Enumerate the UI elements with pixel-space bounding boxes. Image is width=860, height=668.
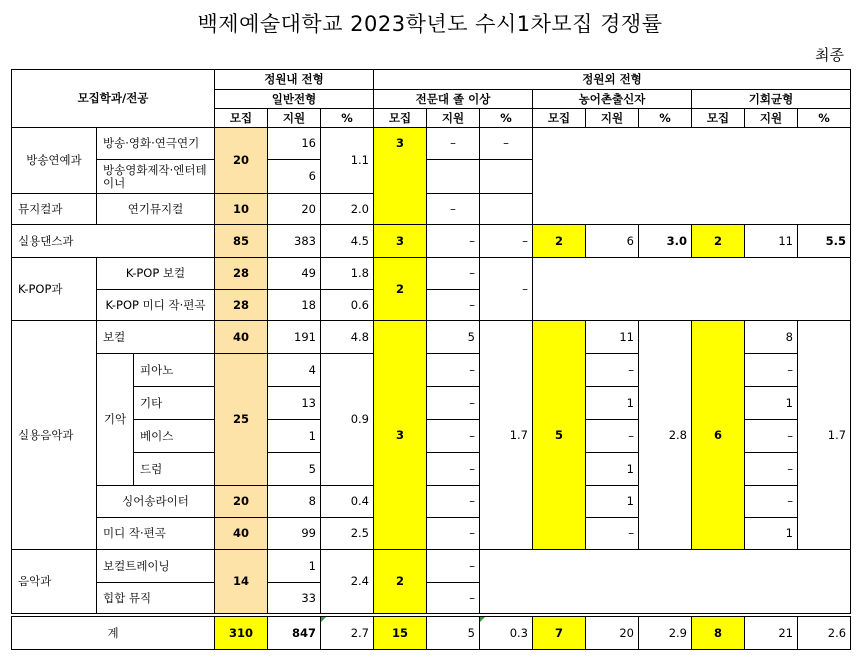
empty-area bbox=[480, 550, 851, 614]
cell-recruit: 85 bbox=[215, 225, 268, 258]
cell-col-pct: – bbox=[480, 225, 533, 258]
rural-header: 농어촌출신자 bbox=[533, 90, 692, 109]
page-title: 백제예술대학교 2023학년도 수시1차모집 경쟁률 bbox=[197, 12, 663, 36]
cell-pct: 2.5 bbox=[321, 518, 374, 550]
inside-header: 정원내 전형 bbox=[215, 70, 374, 90]
equal-header: 기회균형 bbox=[692, 90, 851, 109]
major-kpop-vocal: K-POP 보컬 bbox=[97, 258, 215, 290]
total-col-recruit: 15 bbox=[374, 617, 427, 650]
dept-header: 모집학과/전공 bbox=[12, 70, 215, 128]
cell-pct: 1.8 bbox=[321, 258, 374, 290]
cell-recruit: 25 bbox=[215, 354, 268, 486]
cell-col-recruit: 2 bbox=[374, 258, 427, 321]
cell-pct: 2.0 bbox=[321, 194, 374, 225]
major-midi: 미디 작·편곡 bbox=[97, 518, 215, 550]
total-label: 계 bbox=[12, 617, 215, 650]
dept-practical-music: 실용음악과 bbox=[12, 321, 97, 550]
outside-header: 정원외 전형 bbox=[374, 70, 851, 90]
cell-col-apply: – bbox=[427, 128, 480, 160]
major-songwriter: 싱어송라이터 bbox=[97, 486, 215, 518]
col-pct: % bbox=[798, 109, 851, 128]
cell-recruit: 20 bbox=[215, 128, 268, 194]
cell-col-pct bbox=[480, 194, 533, 225]
cell-recruit: 28 bbox=[215, 290, 268, 321]
cell-eq-apply: 1 bbox=[745, 518, 798, 550]
cell-rural-apply: 11 bbox=[586, 321, 639, 354]
cell-eq-apply: – bbox=[745, 453, 798, 486]
cell-pct: 2.4 bbox=[321, 550, 374, 614]
cell-apply: 13 bbox=[268, 387, 321, 420]
cell-rural-apply: 1 bbox=[586, 453, 639, 486]
cell-rural-apply: – bbox=[586, 354, 639, 387]
cell-pct: 4.5 bbox=[321, 225, 374, 258]
cell-rural-apply: 6 bbox=[586, 225, 639, 258]
cell-rural-pct: 2.8 bbox=[639, 321, 692, 550]
cell-eq-apply: – bbox=[745, 486, 798, 518]
cell-col-pct: – bbox=[480, 258, 533, 321]
major-vocal: 보컬 bbox=[97, 321, 215, 354]
cell-rural-recruit: 2 bbox=[533, 225, 586, 258]
cell-col-recruit: 3 bbox=[374, 128, 427, 225]
inst-drum: 드럼 bbox=[134, 453, 215, 486]
cell-col-apply: – bbox=[427, 258, 480, 290]
total-rural-recruit: 7 bbox=[533, 617, 586, 650]
col-apply: 지원 bbox=[586, 109, 639, 128]
cell-apply: 20 bbox=[268, 194, 321, 225]
cell-recruit: 14 bbox=[215, 550, 268, 614]
cell-pct: 0.9 bbox=[321, 354, 374, 486]
cell-col-pct: 1.7 bbox=[480, 321, 533, 550]
cell-rural-apply: 1 bbox=[586, 387, 639, 420]
col-apply: 지원 bbox=[268, 109, 321, 128]
total-recruit: 310 bbox=[215, 617, 268, 650]
cell-apply: 1 bbox=[268, 420, 321, 453]
total-eq-pct: 2.6 bbox=[798, 617, 851, 650]
cell-apply: 1 bbox=[268, 550, 321, 583]
cell-col-apply: – bbox=[427, 453, 480, 486]
total-col-apply: 5 bbox=[427, 617, 480, 650]
dept-musical: 뮤지컬과 bbox=[12, 194, 97, 225]
cell-eq-recruit: 2 bbox=[692, 225, 745, 258]
col-recruit: 모집 bbox=[374, 109, 427, 128]
cell-col-pct bbox=[480, 160, 533, 194]
cell-rural-apply: – bbox=[586, 518, 639, 550]
cell-pct: 0.6 bbox=[321, 290, 374, 321]
cell-col-apply: – bbox=[427, 194, 480, 225]
col-recruit: 모집 bbox=[215, 109, 268, 128]
cell-eq-apply: 11 bbox=[745, 225, 798, 258]
dept-broadcast: 방송연예과 bbox=[12, 128, 97, 194]
inst-piano: 피아노 bbox=[134, 354, 215, 387]
total-eq-recruit: 8 bbox=[692, 617, 745, 650]
cell-pct: 1.1 bbox=[321, 128, 374, 194]
dept-dance: 실용댄스과 bbox=[12, 225, 215, 258]
status-label: 최종 bbox=[815, 46, 844, 64]
col-recruit: 모집 bbox=[533, 109, 586, 128]
cell-rural-pct: 3.0 bbox=[639, 225, 692, 258]
cell-col-recruit: 3 bbox=[374, 321, 427, 550]
cell-col-pct: – bbox=[480, 128, 533, 160]
inst-guitar: 기타 bbox=[134, 387, 215, 420]
cell-recruit: 40 bbox=[215, 321, 268, 354]
cell-col-recruit: 2 bbox=[374, 550, 427, 614]
total-eq-apply: 21 bbox=[745, 617, 798, 650]
major-hiphop: 힙합 뮤직 bbox=[97, 583, 215, 614]
cell-rural-apply: – bbox=[586, 420, 639, 453]
cell-pct: 0.4 bbox=[321, 486, 374, 518]
cell-col-apply: – bbox=[427, 518, 480, 550]
total-col-pct: 0.3 bbox=[480, 617, 533, 650]
cell-apply: 99 bbox=[268, 518, 321, 550]
empty-area bbox=[533, 128, 851, 225]
cell-apply: 383 bbox=[268, 225, 321, 258]
cell-eq-apply: 8 bbox=[745, 321, 798, 354]
cell-col-apply: 5 bbox=[427, 321, 480, 354]
cell-eq-recruit: 6 bbox=[692, 321, 745, 550]
major-vocal-training: 보컬트레이닝 bbox=[97, 550, 215, 583]
col-recruit: 모집 bbox=[692, 109, 745, 128]
cell-recruit: 10 bbox=[215, 194, 268, 225]
major-musical: 연기뮤지컬 bbox=[97, 194, 215, 225]
cell-apply: 33 bbox=[268, 583, 321, 614]
cell-recruit: 40 bbox=[215, 518, 268, 550]
total-pct: 2.7 bbox=[321, 617, 374, 650]
total-rural-apply: 20 bbox=[586, 617, 639, 650]
total-apply: 847 bbox=[268, 617, 321, 650]
major-acting: 방송·영화·연극연기 bbox=[97, 128, 215, 160]
cell-eq-apply: 1 bbox=[745, 387, 798, 420]
empty-area bbox=[533, 258, 851, 321]
dept-music: 음악과 bbox=[12, 550, 97, 614]
cell-apply: 191 bbox=[268, 321, 321, 354]
cell-recruit: 28 bbox=[215, 258, 268, 290]
cell-rural-apply: 1 bbox=[586, 486, 639, 518]
col-pct: % bbox=[639, 109, 692, 128]
major-ent: 방송영화제작·엔터테이너 bbox=[97, 160, 215, 194]
cell-col-apply: – bbox=[427, 486, 480, 518]
col-apply: 지원 bbox=[745, 109, 798, 128]
cell-col-apply: – bbox=[427, 420, 480, 453]
competition-table bbox=[11, 69, 851, 650]
cell-eq-apply: – bbox=[745, 420, 798, 453]
col-pct: % bbox=[480, 109, 533, 128]
cell-apply: 6 bbox=[268, 160, 321, 194]
cell-eq-apply: – bbox=[745, 354, 798, 387]
cell-col-apply: – bbox=[427, 387, 480, 420]
cell-apply: 5 bbox=[268, 453, 321, 486]
cell-col-apply: – bbox=[427, 354, 480, 387]
cell-recruit: 20 bbox=[215, 486, 268, 518]
college-header: 전문대 졸 이상 bbox=[374, 90, 533, 109]
dept-kpop: K-POP과 bbox=[12, 258, 97, 321]
cell-eq-pct: 1.7 bbox=[798, 321, 851, 550]
cell-col-apply: – bbox=[427, 290, 480, 321]
cell-col-recruit: 3 bbox=[374, 225, 427, 258]
major-instrument: 기악 bbox=[97, 354, 134, 486]
cell-rural-recruit: 5 bbox=[533, 321, 586, 550]
col-pct: % bbox=[321, 109, 374, 128]
cell-col-apply: – bbox=[427, 583, 480, 614]
major-kpop-midi: K-POP 미디 작·편곡 bbox=[97, 290, 215, 321]
cell-col-apply: – bbox=[427, 225, 480, 258]
cell-apply: 49 bbox=[268, 258, 321, 290]
general-header: 일반전형 bbox=[215, 90, 374, 109]
cell-apply: 18 bbox=[268, 290, 321, 321]
cell-pct: 4.8 bbox=[321, 321, 374, 354]
cell-apply: 4 bbox=[268, 354, 321, 387]
cell-eq-pct: 5.5 bbox=[798, 225, 851, 258]
cell-col-apply bbox=[427, 160, 480, 194]
inst-bass: 베이스 bbox=[134, 420, 215, 453]
col-apply: 지원 bbox=[427, 109, 480, 128]
total-rural-pct: 2.9 bbox=[639, 617, 692, 650]
cell-apply: 8 bbox=[268, 486, 321, 518]
cell-col-apply: – bbox=[427, 550, 480, 583]
cell-apply: 16 bbox=[268, 128, 321, 160]
